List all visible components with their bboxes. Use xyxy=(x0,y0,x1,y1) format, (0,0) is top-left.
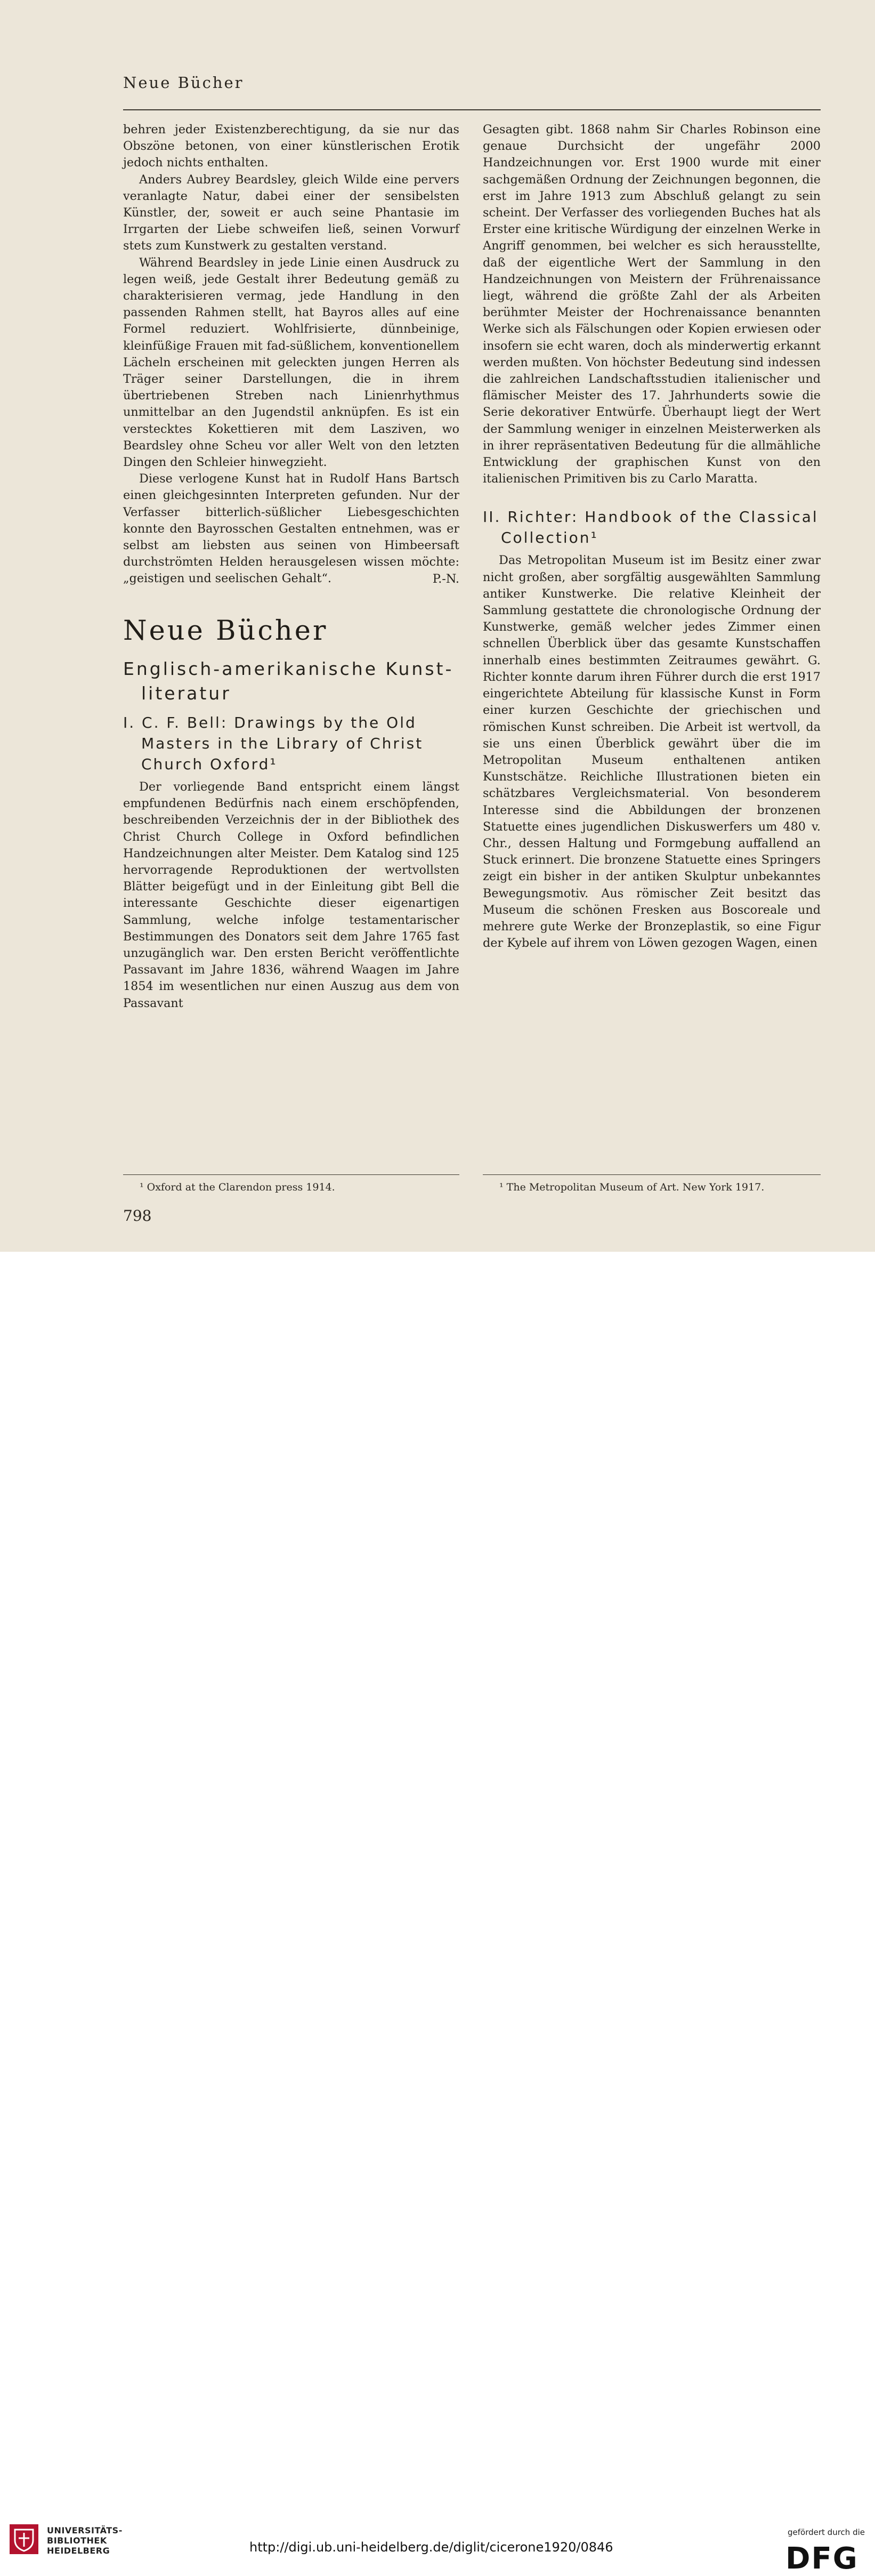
library-name xyxy=(47,2525,123,2556)
source-url-link[interactable]: http://digi.ub.uni-heidelberg.de/diglit/cicerone1920/0846 xyxy=(249,2540,613,2555)
section-title: Neue Bücher xyxy=(123,615,328,647)
running-head: Neue Bücher xyxy=(123,74,244,92)
subsection-title-line: literatur xyxy=(141,682,231,704)
body-paragraph: behren jeder Existenzberechtigung, da sie nur das Obszöne betonen, von einer künstlerischen Erotik jedoch nichts enthalten. xyxy=(123,123,459,170)
review-title-line: Masters in the Library of Christ xyxy=(141,734,424,752)
body-paragraph: Gesagten gibt. 1868 nahm Sir Charles Robinson eine genaue Durchsicht der ungefähr 2000 Handzeichnungen vor. Erst 1900 wurde mit einer sachgemäßen Ordnung der Zeichnungen begonnen, die erst im Jahre 1913 zum Abschluß gelangt zu sein scheint. Der Verfasser des vorliegenden Buches hat als Erster eine kritische Würdigung der einzelnen Werke in Angriff genommen, bei welcher es sich herausstellte, daß der eigentliche Wert der Sammlung in den Handzeichnungen von Meistern der Frührenaissance liegt, während die größte Zahl der als Arbeiten berühmter Meister der Hochrenaissance benannten Werke sich als Fälschungen oder Kopien erwiesen oder insofern sie echt waren, doch als minderwertig erkannt werden mußten. Von höchster Bedeutung sind indessen die zahlreichen Landschaftsstudien italienischer und flämischer Meister des 17. Jahrhunderts sowie die Serie dekorativer Entwürfe. Überhaupt liegt der Wert der Sammlung weniger in einzelnen Meisterwerken als in ihrer repräsentativen Bedeutung für die allmähliche Entwicklung der graphischen Kunst von den italienischen Primitiven bis zu Carlo Maratta. xyxy=(483,123,821,486)
page-number: 798 xyxy=(123,1207,152,1225)
university-seal-icon xyxy=(10,2524,38,2554)
footnote: ¹ The Metropolitan Museum of Art. New York 1917. xyxy=(499,1181,765,1193)
review-title xyxy=(483,506,821,548)
footnote: ¹ Oxford at the Clarendon press 1914. xyxy=(140,1181,335,1193)
review-title-line: II. Richter: Handbook of the Classical xyxy=(483,508,819,526)
left-column xyxy=(123,122,459,1012)
body-paragraph: Diese verlogene Kunst hat in Rudolf Hans Bartsch einen gleichgesinnten Interpreten gefunden. Nur der Verfasser bitterlich-süßlicher Liebesgeschichten konnte den Bayrosschen Gestalten entnehmen, was er selbst am liebsten aus seinen von Himbeersaft durchströmten Helden herausgelesen wissen möchte: „geistigen und seelischen Gehalt“. xyxy=(123,472,459,586)
body-paragraph: Anders Aubrey Beardsley, gleich Wilde eine pervers veranlagte Natur, dabei einer der sensibelsten Künstler, der, soweit er auch seine Phantasie im Irrgarten der Liebe schweifen ließ, seinen Vorwurf stets zum Kunstwerk zu gestalten verstand. xyxy=(123,172,459,253)
footer-bar xyxy=(0,1252,875,2576)
review-title-line: Collection¹ xyxy=(501,529,598,547)
library-name-line: UNIVERSITÄTS- xyxy=(47,2525,123,2535)
sponsor-text: gefördert durch die xyxy=(788,2527,865,2537)
author-signature: P.-N. xyxy=(432,571,459,586)
body-paragraph: Der vorliegende Band entspricht einem längst empfundenen Bedürfnis nach einem erschöpfenden, beschreibenden Verzeichnis der in der Bibliothek des Christ Church College in Oxford befindlichen Handzeichnungen alter Meister. Dem Katalog sind 125 hervorragende Reproduktionen der wertvollsten Blätter beigefügt und in der Einleitung gibt Bell die interessante Geschichte dieser eigenartigen Sammlung, welche infolge testamentarischer Bestimmungen des Donators seit dem Jahre 1765 fast unzugänglich war. Den ersten Bericht veröffentlichte Passavant im Jahre 1836, während Waagen im Jahre 1854 im wesentlichen nur einen Auszug aus dem von Passavant xyxy=(123,779,459,1010)
review-title xyxy=(123,712,459,775)
scanned-page xyxy=(0,0,875,1252)
body-paragraph: Während Beardsley in jede Linie einen Ausdruck zu legen weiß, jede Gestalt ihrer Bedeutung gemäß zu charakterisieren vermag, jede Handlung in den passenden Rahmen stellt, hat Bayros alles auf eine Formel reduziert. Wohlfrisierte, dünnbeinige, kleinfüßige Frauen mit fad-süßlichem, konventionellem Lächeln erscheinen mit geleckten jungen Herren als Träger seiner Darstellungen, die in ihrem übertriebenen Streben nach Linienrhythmus unmittelbar an den Jugendstil anknüpfen. Es ist ein verstecktes Kokettieren mit dem Lasziven, wo Beardsley ohne Scheu vor aller Welt von den letzten Dingen den Schleier hinwegzieht. xyxy=(123,255,459,470)
library-name-line: HEIDELBERG xyxy=(47,2546,110,2556)
footnote-rule xyxy=(123,1174,459,1175)
right-column xyxy=(483,122,821,952)
review-title-line: I. C. F. Bell: Drawings by the Old xyxy=(123,713,417,731)
review-title-line: Church Oxford¹ xyxy=(141,755,278,773)
footnote-rule xyxy=(483,1174,821,1175)
body-paragraph: Das Metropolitan Museum ist im Besitz einer zwar nicht großen, aber sorgfältig ausgewählten Sammlung antiker Kunstwerke. Die relative Kleinheit der Sammlung gestattete die chronologische Ordnung der Kunstwerke, gemäß welcher jedes Zimmer einen schnellen Überblick über das gesamte Kunstschaffen innerhalb eines bestimmten Zeitraumes gewährt. G. Richter konnte darum ihren Führer durch die erst 1917 eingerichtete Abteilung für klassische Kunst in Form einer kurzen Geschichte der griechischen und römischen Kunst schreiben. Die Arbeit ist wertvoll, da sie uns einen Überblick gewährt über die im Metropolitan Museum enthaltenen antiken Kunstschätze. Reichliche Illustrationen bieten ein schätzbares Vergleichsmaterial. Von besonderem Interesse sind die Abbildungen der bronzenen Statuette eines jugendlichen Diskuswerfers um 480 v. Chr., dessen Haltung und Formgebung auffallend an Stuck erinnert. Die bronzene Statuette eines Springers zeigt ein bisher in der antiken Skulptur unbekanntes Bewegungsmotiv. Aus römischer Zeit besitzt das Museum die schönen Fresken aus Boscoreale und mehrere gute Werke der Bronzeplastik, so eine Figur der Kybele auf ihrem von Löwen gezogen Wagen, einen xyxy=(483,553,821,951)
subsection-title-line: Englisch-amerikanische Kunst- xyxy=(123,658,454,679)
header-rule xyxy=(123,109,821,110)
subsection-title xyxy=(123,657,459,706)
library-name-line: BIBLIOTHEK xyxy=(47,2535,107,2546)
dfg-logo: DFG xyxy=(785,2541,858,2576)
